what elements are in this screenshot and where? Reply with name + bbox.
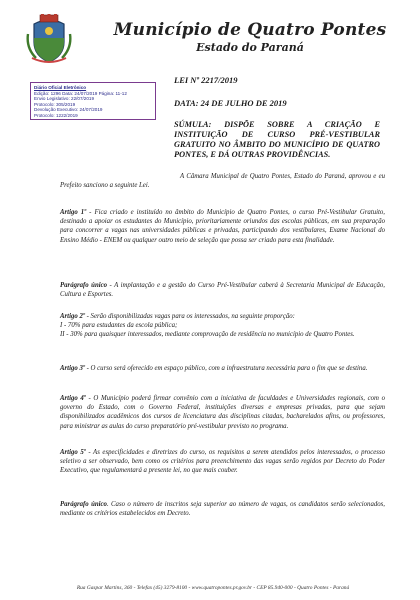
article-text: - As especificidades e diretrizes do curso, os requisitos a serem atendidos pelos interessados, o processo seletivo a ser observado, bem como os critérios para preenchimento das vagas serão regidos por Decreto do Poder Executivo, que regulamentará a presente lei, no que mais couber. xyxy=(60,449,385,475)
article-4 xyxy=(60,394,385,431)
diario-line: Envio Legislativo: 22/07/2019 xyxy=(34,96,95,102)
article-label: Artigo 2º xyxy=(60,313,85,320)
article-text: - Fica criado e instituído no âmbito do Município de Quatro Pontes, o curso Pré-Vestibular Gratuito, destinado a apoiar os estudantes do Município, prioritariamente oriundos das escolas públicas, em sua preparação para concorrer a vagas nas universidades públicas e privadas, participando dos vestibulares, Exame Nacional do Ensino Médio - ENEM ou qualquer outro meio de seleção que possa ser criado para esta finalidade. xyxy=(60,209,385,244)
article-text: - A implantação e a gestão do Curso Pré-Vestibular caberá à Secretaria Municipal de Educação, Cultura e Esportes. xyxy=(60,282,385,299)
article-5 xyxy=(60,448,385,476)
article-text: - Serão disponibilizadas vagas para os interessados, na seguinte proporção: I - 70% para estudantes da escola pública; II - 30% para quaisquer interessados, mediante comprovação de residência no município de Quatro Pontes. xyxy=(60,313,355,339)
article-label: Parágrafo único xyxy=(60,282,108,289)
diario-line: Edição: 1296 Data: 24/07/2019 Página: 11-12 xyxy=(34,90,127,96)
preamble: A Câmara Municipal de Quatro Pontes, Estado do Paraná, aprovou e eu Prefeito sanciono a seguinte Lei. xyxy=(60,173,385,190)
diario-line: Devolução Executivo: 24/07/2019 xyxy=(34,107,103,113)
article-text: . Caso o número de inscritos seja superior ao número de vagas, os candidatos serão selecionados, mediante os critérios estabelecidos em Decreto. xyxy=(60,501,385,518)
article-label: Artigo 3º xyxy=(60,365,85,372)
article-3 xyxy=(60,364,385,373)
state-subtitle: Estado do Paraná xyxy=(196,41,304,54)
article-label: Parágrafo único xyxy=(60,501,107,508)
article-label: Artigo 5º xyxy=(60,449,86,456)
law-summary: SÚMULA: DISPÕE SOBRE A CRIAÇÃO E INSTITUIÇÃO DE CURSO PRÉ-VESTIBULAR GRATUITO NO ÂMBITO DO MUNICÍPIO DE QUATRO PONTES, E DÁ OUTRAS PROVIDÊNCIAS. xyxy=(174,120,380,159)
article-2 xyxy=(60,312,385,340)
diario-line: Protocolo: 305/2019 xyxy=(34,101,76,107)
municipal-coat-of-arms-icon xyxy=(26,14,72,64)
diario-title: Diário Oficial Eletrônico xyxy=(34,85,87,90)
article-1-paragraph xyxy=(60,281,385,299)
article-label: Artigo 4º xyxy=(60,395,86,402)
municipality-title: Município de Quatro Pontes xyxy=(113,20,387,40)
law-number: LEI Nº 2217/2019 xyxy=(174,75,238,85)
diario-oficial-stamp xyxy=(30,82,156,120)
diario-line: Protocolo: 1222/2019 xyxy=(34,112,78,118)
article-5-paragraph xyxy=(60,500,385,518)
law-date: DATA: 24 DE JULHO DE 2019 xyxy=(174,98,287,108)
article-label: Artigo 1º xyxy=(60,209,87,216)
article-text: - O curso será oferecido em espaço público, com a infraestrutura necessária para o fim que se destina. xyxy=(84,365,368,372)
page-footer: Rua Gaspar Martins, 360 - Telefax (45) 3279-8100 - www.quatropontes.pr.gov.br - CEP 85.940-000 - Quatro Pontes - Paraná xyxy=(76,585,350,591)
article-text: - O Município poderá firmar convênio com a iniciativa de faculdades e Universidades regionais, com o governo do Estado, com o Governo Federal, instituições diversas e empresas privadas, para que sejam disponibilizados acadêmicos dos cursos de licenciatura das disciplinas citadas, bacharelados afins, ou professores, para ministrar as aulas do curso preparatório pré-vestibular previsto no programa. xyxy=(60,395,386,430)
article-1 xyxy=(60,208,385,245)
